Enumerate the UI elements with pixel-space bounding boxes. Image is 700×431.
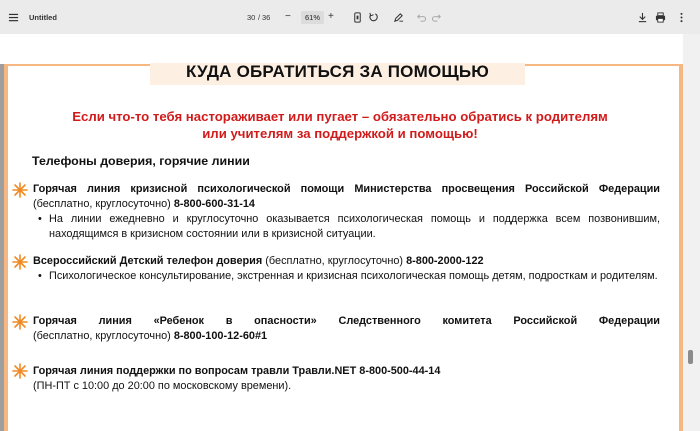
hotline-phone: 8-800-500-44-14 [359, 365, 441, 377]
hotline-note-phone [33, 197, 660, 212]
hotline-title: Горячая линия поддержки по вопросам травли Травли.NET [33, 365, 357, 377]
download-icon[interactable] [636, 11, 648, 23]
star-icon [12, 363, 28, 379]
pdf-toolbar [0, 0, 700, 34]
zoom-in-button[interactable]: + [328, 11, 334, 22]
rotate-icon[interactable] [367, 11, 379, 23]
hotline-title-line [33, 254, 660, 269]
fit-page-icon[interactable] [351, 11, 363, 23]
hotline-phone: 8-800-600-31-14 [173, 198, 255, 210]
hotline-phone: 8-800-100-12-60#1 [173, 330, 268, 342]
star-icon [12, 182, 28, 198]
redo-icon[interactable] [431, 11, 443, 23]
page-separator: / [258, 13, 261, 22]
section-title: Телефоны доверия, горячие линии [32, 154, 250, 168]
hotline-note: (бесплатно, круглосуточно) [265, 255, 404, 267]
document-title: Untitled [29, 13, 57, 22]
hotline-phone: 8-800-2000-122 [406, 255, 484, 267]
zoom-level[interactable]: 61% [301, 11, 324, 24]
hotline-entry-4 [33, 364, 660, 394]
more-options-icon[interactable] [675, 11, 687, 23]
zoom-out-button[interactable]: − [285, 11, 291, 22]
hotline-description: • На линии ежедневно и круглосуточно оказывается психологическая помощь и поддержка всем позвонившим, находящимся в кризисном состоянии или в кризисной ситуации. [33, 212, 660, 242]
star-icon [12, 254, 28, 270]
star-icon [12, 314, 28, 330]
warning-line-1: Если что-то тебя настораживает или пугает – обязательно обратись к родителям [72, 109, 608, 124]
hotline-title-line [33, 364, 660, 379]
hotline-note: (ПН-ПТ с 10:00 до 20:00 по московскому времени). [33, 380, 292, 392]
hotline-description: • Психологическое консультирование, экстренная и кризисная психологическая помощь детям, подросткам и родителям. [33, 269, 660, 284]
menu-icon[interactable] [7, 11, 19, 23]
print-icon[interactable] [654, 11, 666, 23]
page-frame-left [4, 64, 8, 431]
page-top-strip [0, 34, 687, 64]
hotline-entry-2 [33, 254, 660, 284]
hotline-title: Всероссийский Детский телефон доверия [33, 255, 263, 267]
hotline-title: Горячая линия «Ребенок в опасности» Следственного комитета Российской Федерации [33, 315, 660, 327]
page-number-input[interactable]: 30 [247, 13, 256, 22]
hotline-note: (бесплатно, круглосуточно) [33, 198, 171, 210]
hotline-note-phone [33, 329, 660, 344]
page-heading: КУДА ОБРАТИТЬСЯ ЗА ПОМОЩЬЮ [185, 62, 490, 81]
vertical-scrollbar[interactable] [683, 34, 700, 431]
hotline-entry-1 [33, 182, 660, 242]
annotate-pen-icon[interactable] [392, 11, 404, 23]
hotline-note: (бесплатно, круглосуточно) [33, 330, 171, 342]
hotline-entry-3 [33, 314, 660, 344]
page-total: 36 [262, 13, 271, 22]
warning-line-2: или учителям за поддержкой и помощью! [202, 126, 478, 141]
undo-icon[interactable] [414, 11, 426, 23]
hotline-title: Горячая линия кризисной психологической помощи Министерства просвещения Российской Федерации [33, 183, 660, 195]
scrollbar-thumb[interactable] [688, 350, 693, 364]
warning-message [20, 108, 660, 142]
